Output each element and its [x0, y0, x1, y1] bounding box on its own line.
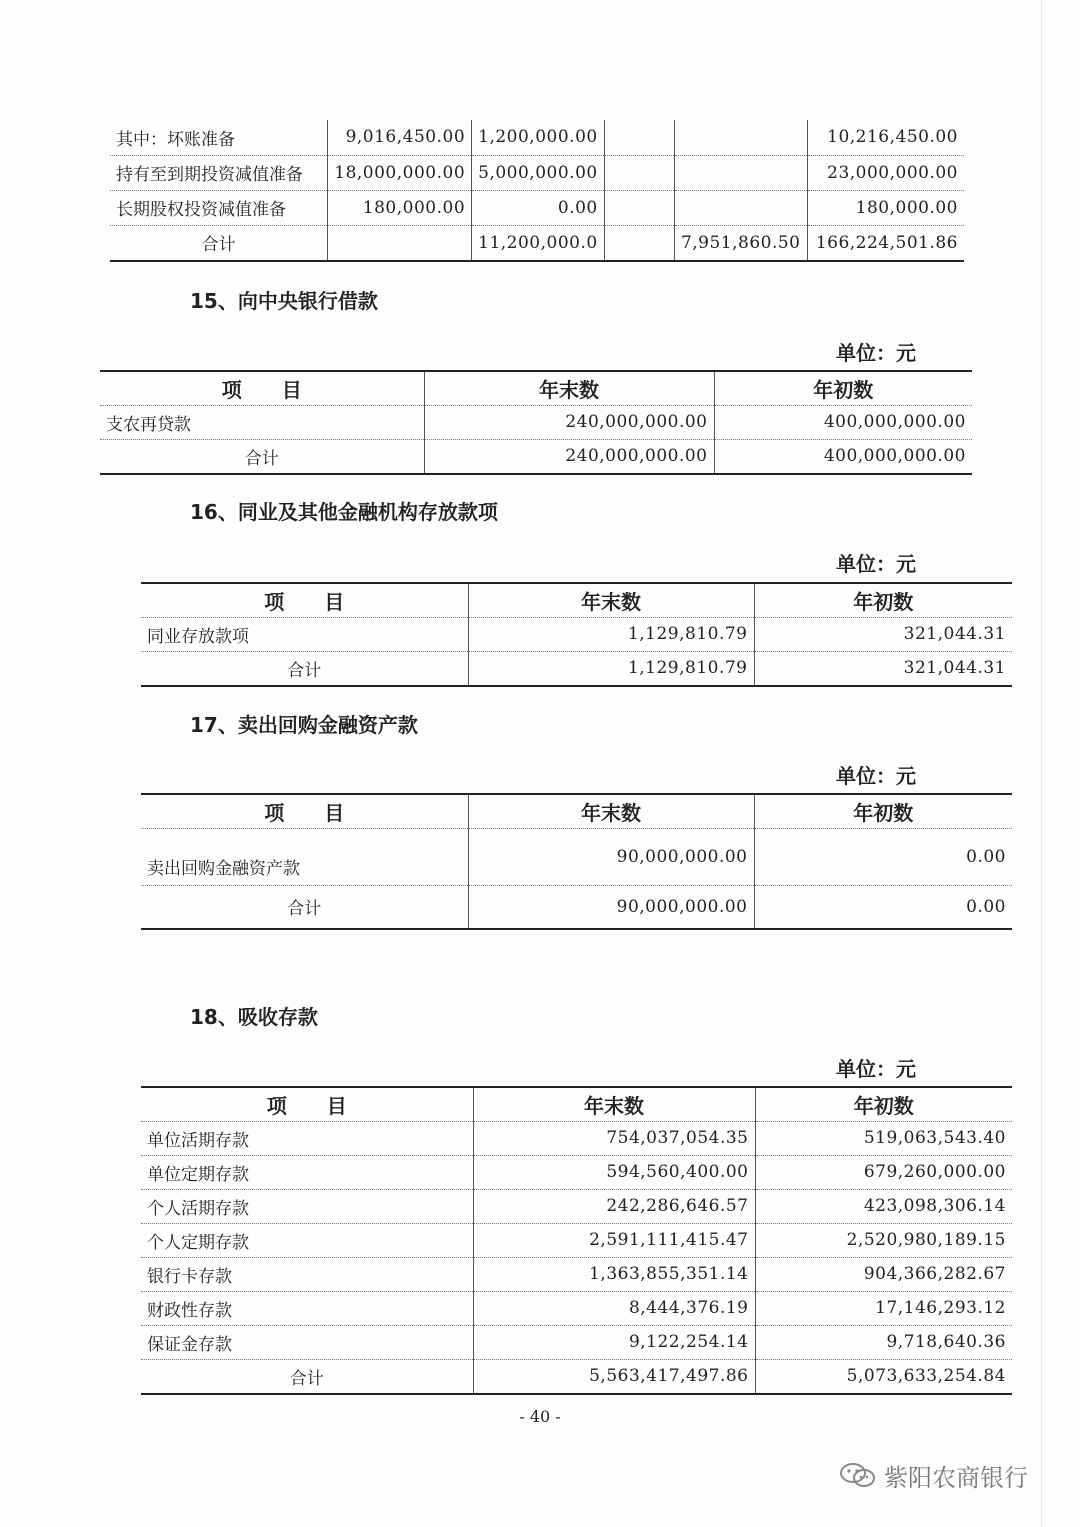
table-row	[110, 190, 964, 225]
table-17	[141, 793, 1012, 930]
cell-value: 0.00	[472, 190, 605, 225]
cell-value: 23,000,000.00	[807, 155, 964, 190]
cell-item: 合计	[141, 651, 468, 686]
header-end: 年末数	[468, 583, 754, 617]
table-header	[141, 583, 1012, 617]
cell-item: 合计	[100, 439, 424, 474]
header-begin: 年初数	[714, 371, 972, 405]
table-header	[141, 794, 1012, 828]
table-row	[141, 1121, 1012, 1155]
cell-end: 9,122,254.14	[473, 1325, 755, 1359]
cell-item: 银行卡存款	[141, 1257, 473, 1291]
cell-begin: 400,000,000.00	[714, 405, 972, 439]
table-row	[141, 828, 1012, 885]
table-18	[141, 1086, 1012, 1395]
unit-label: 单位：元	[836, 764, 916, 788]
impairment-table	[110, 120, 964, 262]
table-row	[141, 1257, 1012, 1291]
cell-begin: 5,073,633,254.84	[755, 1359, 1012, 1394]
table-row	[141, 1223, 1012, 1257]
cell-item: 卖出回购金融资产款	[141, 828, 468, 885]
table-row	[141, 617, 1012, 651]
cell-end: 242,286,646.57	[473, 1189, 755, 1223]
table-row-total	[141, 651, 1012, 686]
cell-value	[604, 155, 674, 190]
table-row-total	[141, 885, 1012, 929]
cell-end: 240,000,000.00	[424, 439, 714, 474]
unit-label: 单位：元	[836, 1057, 916, 1081]
header-begin: 年初数	[754, 794, 1012, 828]
cell-value: 10,216,450.00	[807, 120, 964, 155]
cell-end: 8,444,376.19	[473, 1291, 755, 1325]
header-end: 年末数	[473, 1087, 755, 1121]
header-end: 年末数	[424, 371, 714, 405]
cell-value	[328, 225, 472, 261]
cell-end: 5,563,417,497.86	[473, 1359, 755, 1394]
cell-begin: 2,520,980,189.15	[755, 1223, 1012, 1257]
cell-end: 754,037,054.35	[473, 1121, 755, 1155]
cell-value: 9,016,450.00	[328, 120, 472, 155]
cell-value: 166,224,501.86	[807, 225, 964, 261]
cell-begin: 679,260,000.00	[755, 1155, 1012, 1189]
cell-value: 180,000.00	[328, 190, 472, 225]
header-begin: 年初数	[755, 1087, 1012, 1121]
header-end: 年末数	[468, 794, 754, 828]
cell-value: 5,000,000.00	[472, 155, 605, 190]
cell-end: 90,000,000.00	[468, 828, 754, 885]
header-item: 项 目	[221, 377, 302, 402]
cell-begin: 423,098,306.14	[755, 1189, 1012, 1223]
cell-value	[674, 120, 807, 155]
table-row	[100, 405, 972, 439]
table-row-total	[110, 225, 964, 261]
cell-value: 7,951,860.50	[674, 225, 807, 261]
cell-end: 90,000,000.00	[468, 885, 754, 929]
table-15	[100, 370, 972, 475]
cell-begin: 400,000,000.00	[714, 439, 972, 474]
cell-value	[604, 225, 674, 261]
cell-end: 1,129,810.79	[468, 651, 754, 686]
cell-item: 合计	[141, 1359, 473, 1394]
cell-begin: 519,063,543.40	[755, 1121, 1012, 1155]
table-row-total	[100, 439, 972, 474]
cell-end: 2,591,111,415.47	[473, 1223, 755, 1257]
cell-value: 180,000.00	[807, 190, 964, 225]
cell-begin: 321,044.31	[754, 651, 1012, 686]
unit-label: 单位：元	[836, 341, 916, 365]
section-title-18: 18、吸收存款	[190, 1005, 318, 1029]
section-title-17: 17、卖出回购金融资产款	[190, 713, 418, 737]
page-edge	[1041, 0, 1042, 1527]
cell-begin: 904,366,282.67	[755, 1257, 1012, 1291]
table-row	[110, 120, 964, 155]
cell-end: 1,129,810.79	[468, 617, 754, 651]
section-title-16: 16、同业及其他金融机构存放款项	[190, 500, 498, 524]
cell-begin: 9,718,640.36	[755, 1325, 1012, 1359]
cell-value: 11,200,000.0	[472, 225, 605, 261]
cell-item: 持有至到期投资减值准备	[110, 155, 328, 190]
cell-item: 同业存放款项	[141, 617, 468, 651]
cell-value	[674, 190, 807, 225]
cell-begin: 0.00	[754, 885, 1012, 929]
cell-item: 支农再贷款	[100, 405, 424, 439]
unit-label: 单位：元	[836, 552, 916, 576]
cell-value: 1,200,000.00	[472, 120, 605, 155]
cell-item: 合计	[141, 885, 468, 929]
cell-item: 长期股权投资减值准备	[110, 190, 328, 225]
wechat-icon	[838, 1461, 878, 1489]
cell-item: 个人定期存款	[141, 1223, 473, 1257]
cell-value: 18,000,000.00	[328, 155, 472, 190]
header-begin: 年初数	[754, 583, 1012, 617]
table-row-total	[141, 1359, 1012, 1394]
table-row	[141, 1291, 1012, 1325]
cell-item: 合计	[110, 225, 328, 261]
cell-item: 单位定期存款	[141, 1155, 473, 1189]
cell-end: 240,000,000.00	[424, 405, 714, 439]
header-item: 项 目	[264, 589, 345, 614]
cell-item: 其中：坏账准备	[116, 129, 235, 150]
table-header	[100, 371, 972, 405]
cell-item: 财政性存款	[141, 1291, 473, 1325]
cell-value	[674, 155, 807, 190]
cell-begin: 17,146,293.12	[755, 1291, 1012, 1325]
table-16	[141, 582, 1012, 687]
cell-end: 594,560,400.00	[473, 1155, 755, 1189]
cell-end: 1,363,855,351.14	[473, 1257, 755, 1291]
cell-value	[604, 190, 674, 225]
cell-value	[604, 120, 674, 155]
cell-item: 单位活期存款	[141, 1121, 473, 1155]
cell-item: 保证金存款	[141, 1325, 473, 1359]
table-row	[110, 155, 964, 190]
cell-begin: 321,044.31	[754, 617, 1012, 651]
header-item: 项 目	[264, 800, 345, 825]
table-row	[141, 1155, 1012, 1189]
watermark	[838, 1460, 1058, 1490]
page-number: - 40 -	[519, 1407, 561, 1426]
table-row	[141, 1189, 1012, 1223]
cell-begin: 0.00	[754, 828, 1012, 885]
cell-item: 个人活期存款	[141, 1189, 473, 1223]
header-item: 项 目	[266, 1093, 347, 1118]
section-title-15: 15、向中央银行借款	[190, 289, 378, 313]
table-row	[141, 1325, 1012, 1359]
table-header	[141, 1087, 1012, 1121]
watermark-text: 紫阳农商银行	[884, 1463, 1028, 1492]
